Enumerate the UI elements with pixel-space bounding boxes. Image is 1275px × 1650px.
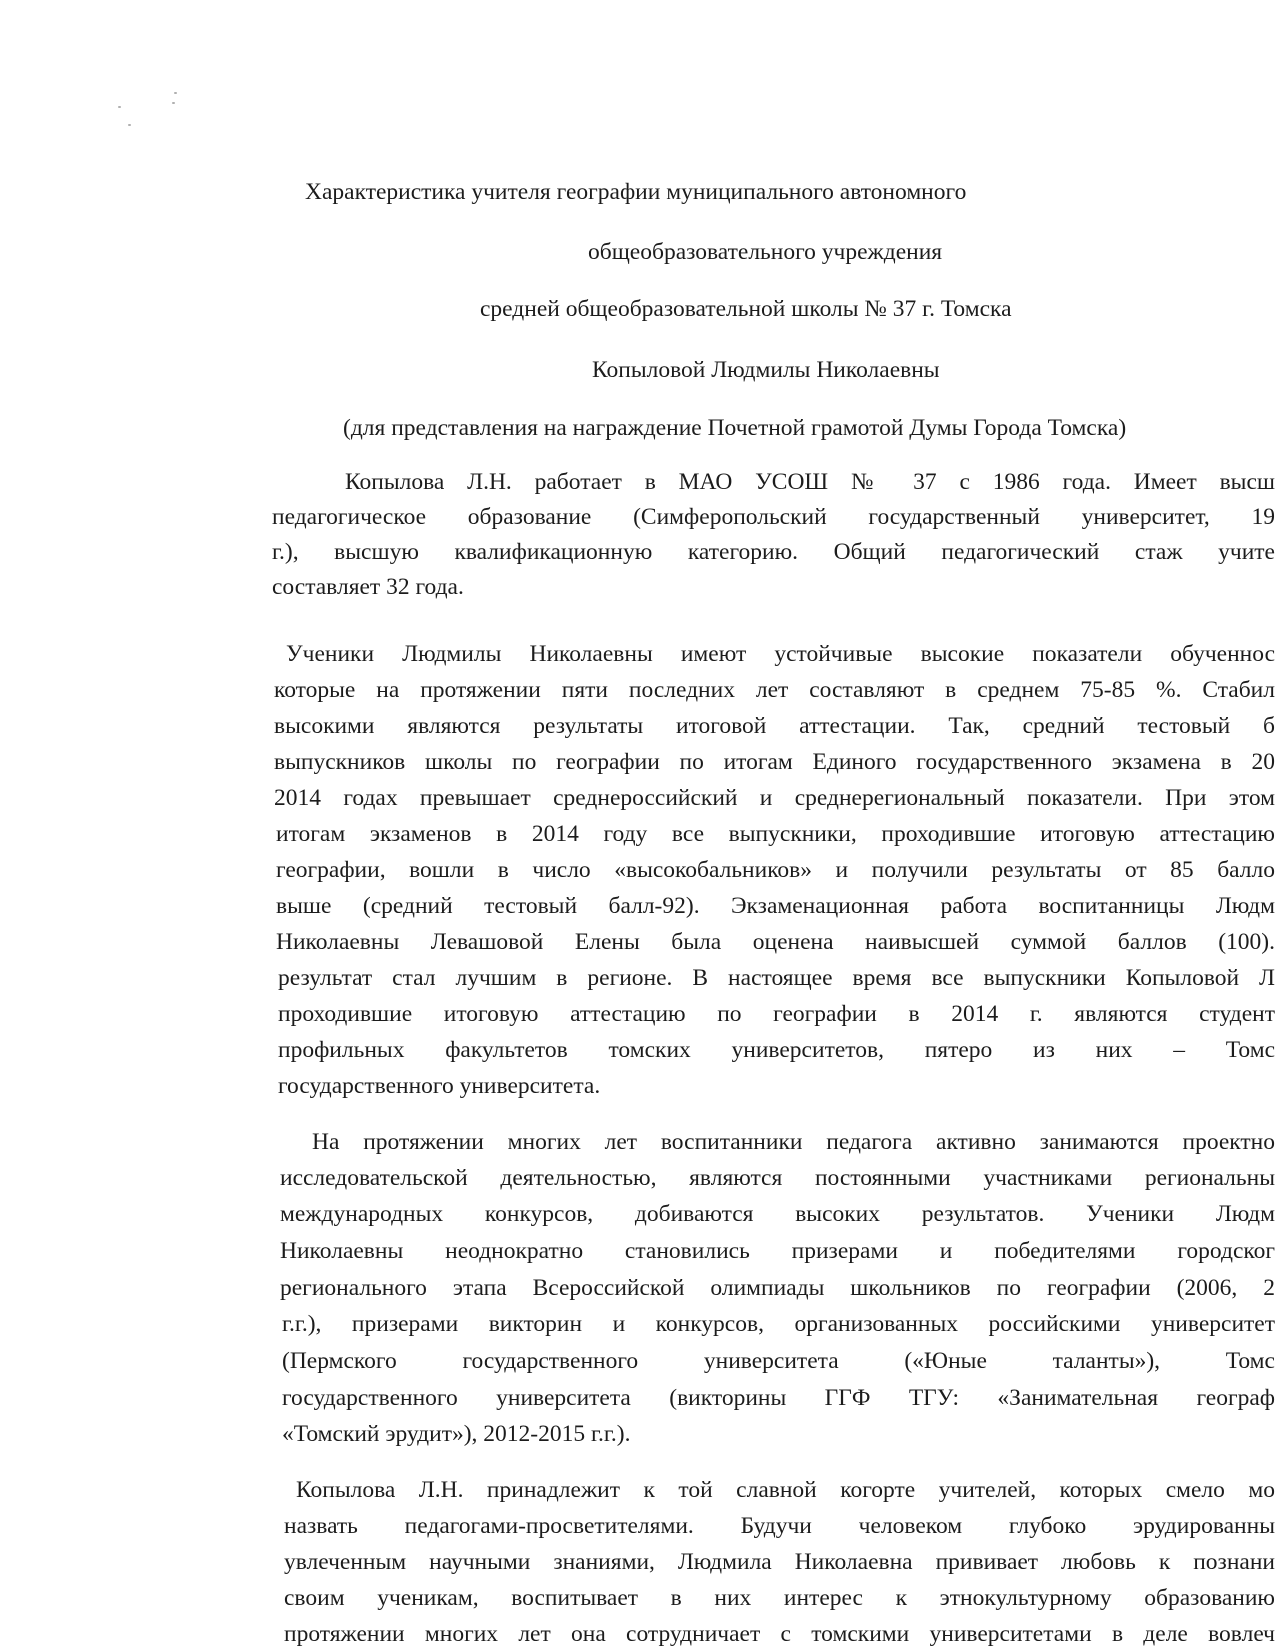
text-line: Копылова Л.Н. работает в МАО УСОШ № 37 с 1986 года. Имеет высш bbox=[345, 469, 1275, 495]
text-line: Копылова Л.Н. принадлежит к той славной когорте учителей, которых смело мо bbox=[296, 1477, 1275, 1503]
text-line: протяжении многих лет она сотрудничает с томскими университетами в деле вовлеч bbox=[284, 1621, 1275, 1647]
text-line: «Томский эрудит»), 2012-2015 г.г.). bbox=[282, 1421, 631, 1447]
text-line: профильных факультетов томских университетов, пятеро из них – Томс bbox=[278, 1037, 1275, 1063]
text-line: 2014 годах превышает среднероссийский и среднерегиональный показатели. При этом bbox=[274, 785, 1275, 811]
title-line-4: Копыловой Людмилы Николаевны bbox=[592, 357, 940, 383]
text-line: итогам экзаменов в 2014 году все выпускники, проходившие итоговую аттестацию bbox=[276, 821, 1275, 847]
title-line-1: Характеристика учителя географии муниципального автономного bbox=[305, 179, 967, 205]
text-line: г.г.), призерами викторин и конкурсов, организованных российскими университет bbox=[282, 1311, 1275, 1337]
text-line: (Пермского государственного университета («Юные таланты»), Томс bbox=[282, 1348, 1275, 1374]
text-line: регионального этапа Всероссийской олимпиады школьников по географии (2006, 2 bbox=[280, 1275, 1275, 1301]
text-line: назвать педагогами-просветителями. Будучи человеком глубоко эрудированны bbox=[284, 1513, 1275, 1539]
text-line: Ученики Людмилы Николаевны имеют устойчивые высокие показатели обученнос bbox=[286, 641, 1275, 667]
title-line-3: средней общеобразовательной школы № 37 г. Томска bbox=[480, 296, 1012, 322]
scan-speck bbox=[118, 106, 121, 108]
text-line: исследовательской деятельностью, являются постоянными участниками региональны bbox=[280, 1165, 1275, 1191]
scan-speck bbox=[174, 92, 177, 94]
text-line: географии, вошли в число «высокобальников» и получили результаты от 85 балло bbox=[276, 857, 1275, 883]
text-line: На протяжении многих лет воспитанники педагога активно занимаются проектно bbox=[312, 1129, 1275, 1155]
text-line: проходившие итоговую аттестацию по географии в 2014 г. являются студент bbox=[278, 1001, 1275, 1027]
text-line: которые на протяжении пяти последних лет составляют в среднем 75-85 %. Стабил bbox=[274, 677, 1275, 703]
title-line-2: общеобразовательного учреждения bbox=[588, 239, 943, 265]
scan-speck bbox=[128, 124, 131, 126]
scan-specks bbox=[110, 92, 200, 137]
text-line: составляет 32 года. bbox=[272, 574, 464, 600]
text-line: г.), высшую квалификационную категорию. Общий педагогический стаж учите bbox=[272, 539, 1275, 565]
text-line: своим ученикам, воспитывает в них интерес к этнокультурному образованию bbox=[284, 1585, 1275, 1611]
text-line: высокими являются результаты итоговой аттестации. Так, средний тестовый б bbox=[274, 713, 1275, 739]
title-line-5: (для представления на награждение Почетной грамотой Думы Города Томска) bbox=[343, 415, 1127, 441]
text-line: педагогическое образование (Симферопольский государственный университет, 19 bbox=[272, 504, 1275, 530]
text-line: Николаевны неоднократно становились призерами и победителями городског bbox=[280, 1238, 1275, 1264]
text-line: государственного университета (викторины ГГФ ТГУ: «Занимательная географ bbox=[282, 1385, 1275, 1411]
text-line: результат стал лучшим в регионе. В настоящее время все выпускники Копыловой Л bbox=[278, 965, 1275, 991]
text-line: Николаевны Левашовой Елены была оценена наивысшей суммой баллов (100). bbox=[276, 929, 1275, 955]
text-line: международных конкурсов, добиваются высоких результатов. Ученики Людм bbox=[280, 1201, 1275, 1227]
text-line: выпускников школы по географии по итогам Единого государственного экзамена в 20 bbox=[274, 749, 1275, 775]
scan-speck bbox=[172, 102, 175, 104]
text-line: государственного университета. bbox=[278, 1073, 601, 1099]
text-line: увлеченным научными знаниями, Людмила Николаевна прививает любовь к познани bbox=[284, 1549, 1275, 1575]
text-line: выше (средний тестовый балл-92). Экзаменационная работа воспитанницы Людм bbox=[276, 893, 1275, 919]
